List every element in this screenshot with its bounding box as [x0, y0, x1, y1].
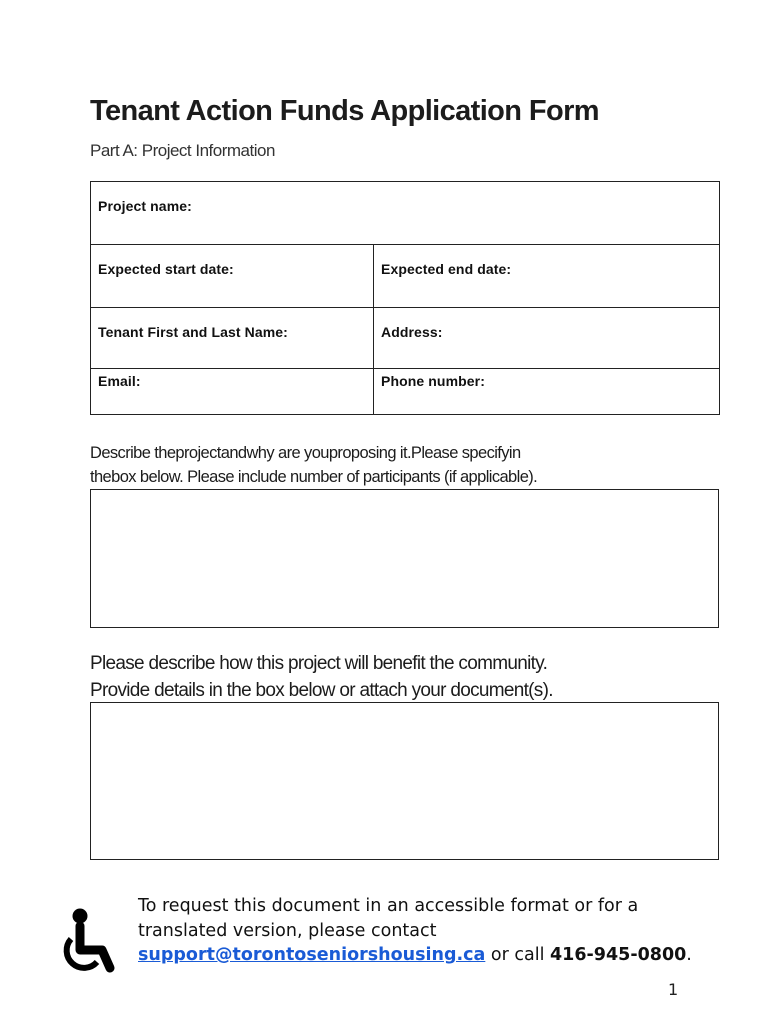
community-benefit-box[interactable] [90, 702, 719, 860]
form-title: Tenant Action Funds Application Form [90, 95, 599, 127]
describe-prompt-line1: Describe theprojectandwhy are youproposing it.Please specifyin [90, 444, 521, 462]
support-email-link[interactable]: support@torontoseniorshousing.ca [138, 945, 486, 965]
community-benefit-prompt [90, 650, 730, 704]
project-name-field[interactable] [91, 182, 720, 245]
address-field[interactable] [374, 308, 720, 369]
end-date-label: Expected end date: [381, 261, 512, 277]
phone-field[interactable] [374, 369, 720, 415]
tenant-name-label: Tenant First and Last Name: [98, 324, 288, 340]
phone-label: Phone number: [381, 373, 485, 389]
email-field[interactable] [91, 369, 374, 415]
end-date-field[interactable] [374, 245, 720, 308]
start-date-label: Expected start date: [98, 261, 234, 277]
benefit-prompt-line1: Please describe how this project will benefit the community. [90, 653, 548, 674]
accessibility-line2: translated version, please contact [138, 920, 437, 941]
project-description-box[interactable] [90, 489, 719, 628]
describe-project-prompt [90, 441, 720, 489]
period-text: . [686, 945, 692, 965]
benefit-prompt-line2: Provide details in the box below or attach your document(s). [90, 680, 553, 701]
wheelchair-icon [56, 906, 120, 978]
form-subtitle: Part A: Project Information [90, 141, 275, 160]
or-call-text: or call [485, 945, 550, 965]
project-info-table [90, 181, 720, 415]
tenant-name-field[interactable] [91, 308, 374, 369]
accessibility-notice [138, 894, 738, 968]
start-date-field[interactable] [91, 245, 374, 308]
page-number: 1 [668, 980, 679, 999]
project-name-label: Project name: [98, 198, 192, 214]
support-phone: 416-945-0800 [550, 945, 687, 965]
address-label: Address: [381, 324, 443, 340]
accessibility-line3 [138, 943, 738, 968]
describe-prompt-line2: thebox below. Please include number of participants (if applicable). [90, 468, 538, 486]
accessibility-line1: To request this document in an accessible format or for a [138, 896, 639, 916]
email-label: Email: [98, 373, 141, 389]
